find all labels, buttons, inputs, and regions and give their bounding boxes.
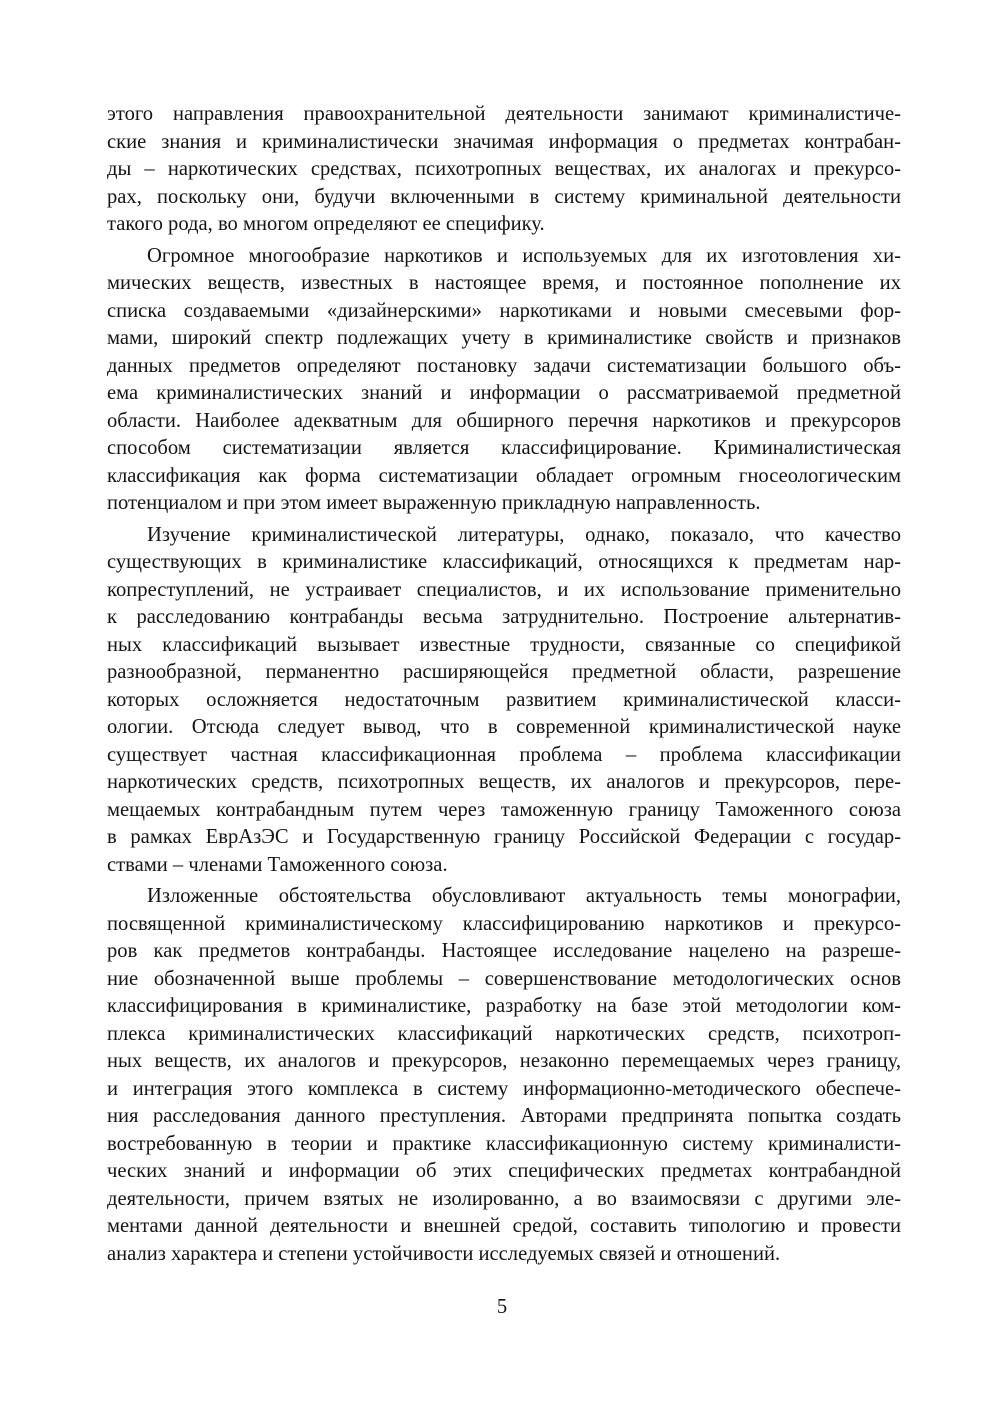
text-line: которых осложняется недостаточным развитием криминалистической класси- — [107, 688, 901, 711]
text-line: в рамках ЕврАзЭС и Государственную границу Российской Федерации с государ- — [107, 826, 901, 848]
paragraph-3 — [107, 522, 901, 880]
text-line: потенциалом и при этом имеет выраженную прикладную направленность. — [107, 492, 761, 514]
text-line: этого направления правоохранительной деятельности занимают криминалистиче- — [107, 103, 901, 125]
text-line: наркотических средств, психотропных веществ, их аналогов и прекурсоров, пере- — [107, 771, 901, 793]
text-line: мами, широкий спектр подлежащих учету в криминалистике свойств и признаков — [107, 327, 901, 349]
text-line: классифицирования в криминалистике, разработку на базе этой методологии ком- — [107, 995, 901, 1017]
paragraph-2 — [107, 243, 901, 518]
text-line: плекса криминалистических классификаций наркотических средств, психотроп- — [107, 1022, 901, 1045]
paragraph-4 — [107, 883, 901, 1268]
text-line: данных предметов определяют постановку задачи систематизации большого объ- — [107, 354, 901, 377]
text-line: классификация как форма систематизации обладает огромным гносеологическим — [107, 464, 901, 487]
text-line: востребованную в теории и практике классификационную систему криминалисти- — [107, 1132, 901, 1155]
text-line: области. Наиболее адекватным для обширного перечня наркотиков и прекурсоров — [107, 409, 901, 432]
text-line: ние обозначенной выше проблемы – совершенствование методологических основ — [107, 967, 901, 990]
page-number: 5 — [496, 1296, 508, 1318]
text-line: Изучение криминалистической литературы, однако, показало, что качество — [147, 523, 901, 546]
text-line: списка создаваемыми «дизайнерскими» наркотиками и новыми смесевыми фор- — [107, 299, 901, 322]
text-line: ных классификаций вызывает известные трудности, связанные со спецификой — [107, 633, 901, 656]
text-line: разнообразной, перманентно расширяющейся предметной области, разрешение — [107, 661, 901, 683]
text-line: ментами данной деятельности и внешней средой, составить типологию и провести — [107, 1215, 901, 1237]
text-line: ных веществ, их аналогов и прекурсоров, незаконно перемещаемых через границу, — [107, 1050, 901, 1072]
text-line: Изложенные обстоятельства обусловливают актуальность темы монографии, — [147, 885, 901, 907]
text-line: ема криминалистических знаний и информации о рассматриваемой предметной — [107, 382, 901, 404]
text-line: ологии. Отсюда следует вывод, что в современной криминалистической науке — [107, 716, 901, 738]
text-line: существует частная классификационная проблема – проблема классификации — [107, 743, 901, 766]
body-text — [107, 101, 901, 1272]
paragraph-1 — [107, 101, 901, 239]
text-line: к расследованию контрабанды весьма затруднительно. Построение альтернатив- — [107, 606, 901, 628]
text-line: ния расследования данного преступления. Авторами предпринята попытка создать — [107, 1105, 901, 1127]
text-line: способом систематизации является классифицирование. Криминалистическая — [107, 437, 901, 459]
text-line: ствами – членами Таможенного союза. — [107, 853, 448, 876]
text-line: мических веществ, известных в настоящее время, и постоянное пополнение их — [107, 272, 901, 294]
text-line: анализ характера и степени устойчивости исследуемых связей и отношений. — [107, 1242, 781, 1265]
text-line: существующих в криминалистике классификаций, относящихся к предметам нар- — [107, 551, 901, 573]
text-line: Огромное многообразие наркотиков и используемых для их изготовления хи- — [147, 244, 901, 267]
text-line: такого рода, во многом определяют ее специфику. — [107, 213, 545, 235]
text-line: мещаемых контрабандным путем через таможенную границу Таможенного союза — [107, 798, 901, 821]
text-line: рах, поскольку они, будучи включенными в систему криминальной деятельности — [107, 185, 901, 208]
text-line: посвященной криминалистическому классифицированию наркотиков и прекурсо- — [107, 912, 901, 935]
text-line: ческих знаний и информации об этих специфических предметах контрабандной — [107, 1160, 901, 1182]
text-line: ров как предметов контрабанды. Настоящее исследование нацелено на разреше- — [107, 940, 901, 962]
text-line: ды – наркотических средствах, психотропных веществах, их аналогах и прекурсо- — [107, 158, 901, 180]
text-line: деятельности, причем взятых не изолированно, а во взаимосвязи с другими эле- — [107, 1187, 901, 1210]
text-line: копреступлений, не устраивает специалистов, и их использование применительно — [107, 578, 901, 601]
text-line: ские знания и криминалистически значимая информация о предметах контрабан- — [107, 130, 901, 153]
text-line: и интеграция этого комплекса в систему информационно-методического обеспече- — [107, 1077, 901, 1100]
